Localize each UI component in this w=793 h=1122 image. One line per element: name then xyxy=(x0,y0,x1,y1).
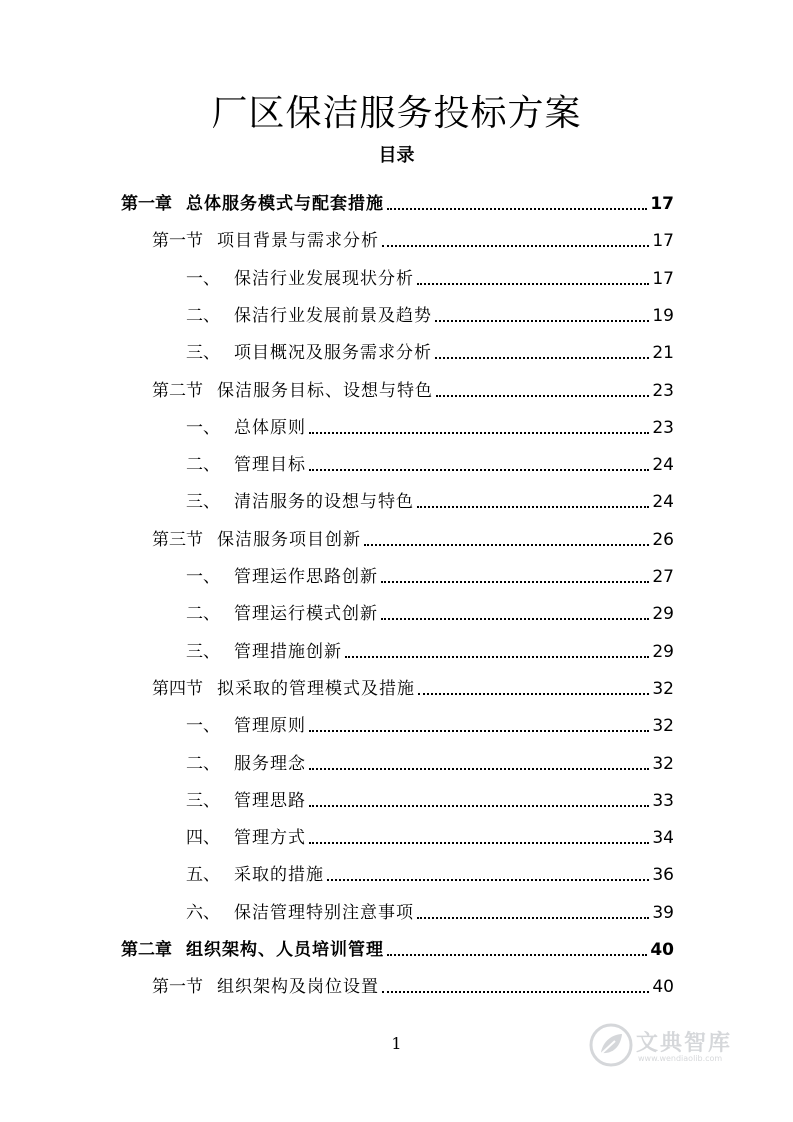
toc-entry-item[interactable] xyxy=(186,440,674,476)
toc-entry-page: 27 xyxy=(652,567,674,587)
toc-dot-leader xyxy=(309,469,649,471)
toc-dot-leader xyxy=(364,544,649,546)
watermark xyxy=(588,1020,748,1076)
toc-entry-number: 三、 xyxy=(186,343,220,364)
toc-entry-page: 23 xyxy=(652,380,674,401)
toc-entry-item[interactable] xyxy=(186,701,674,737)
toc-entry-page: 24 xyxy=(652,492,674,513)
toc-entry-title: 管理原则 xyxy=(234,716,306,737)
toc-entry-section[interactable] xyxy=(152,216,674,252)
toc-entry-section[interactable] xyxy=(152,366,674,402)
toc-entry-number: 第三节 xyxy=(152,529,203,550)
toc-entry-page: 34 xyxy=(652,828,674,849)
toc-entry-page: 40 xyxy=(652,977,674,998)
toc-entry-title: 总体原则 xyxy=(234,417,306,438)
toc-entry-number: 一、 xyxy=(186,417,220,438)
toc-entry-page: 33 xyxy=(652,790,674,811)
toc-dot-leader xyxy=(435,357,649,359)
toc-dot-leader xyxy=(436,395,649,397)
toc-entry-title: 管理思路 xyxy=(234,790,306,811)
toc-entry-title: 保洁行业发展现状分析 xyxy=(234,268,414,289)
toc-dot-leader xyxy=(309,842,649,844)
toc-entry-item[interactable] xyxy=(186,291,674,327)
toc-entry-item[interactable] xyxy=(186,739,674,775)
watermark-url: www.wendiaolib.com xyxy=(638,1054,723,1063)
toc-entry-item[interactable] xyxy=(186,328,674,364)
toc-entry-number: 六、 xyxy=(186,902,220,923)
toc-entry-number: 第一章 xyxy=(121,194,172,214)
toc-dot-leader xyxy=(381,581,649,583)
toc-entry-page: 36 xyxy=(652,865,674,886)
toc-entry-title: 管理方式 xyxy=(234,828,306,849)
toc-dot-leader xyxy=(382,245,649,247)
toc-dot-leader xyxy=(345,656,649,658)
toc-entry-title: 管理运行模式创新 xyxy=(234,604,378,625)
toc-entry-title: 保洁服务项目创新 xyxy=(217,529,361,550)
toc-dot-leader xyxy=(418,693,649,695)
toc-entry-title: 保洁管理特别注意事项 xyxy=(234,902,414,923)
toc-entry-section[interactable] xyxy=(152,664,674,700)
toc-entry-title: 保洁服务目标、设想与特色 xyxy=(217,380,433,401)
toc-entry-item[interactable] xyxy=(186,888,674,924)
toc-entry-title: 管理运作思路创新 xyxy=(234,567,378,587)
toc-entry-page: 17 xyxy=(650,194,674,214)
toc-entry-page: 21 xyxy=(652,343,674,364)
toc-entry-item[interactable] xyxy=(186,776,674,812)
toc-entry-page: 32 xyxy=(652,678,674,699)
toc-dot-leader xyxy=(327,879,649,881)
toc-dot-leader xyxy=(387,208,647,210)
toc-entry-page: 29 xyxy=(652,641,674,662)
toc-dot-leader xyxy=(309,805,649,807)
toc-entry-section[interactable] xyxy=(152,515,674,551)
toc-entry-title: 清洁服务的设想与特色 xyxy=(234,492,414,513)
toc-entry-number: 第一节 xyxy=(152,977,203,998)
toc-dot-leader xyxy=(417,506,649,508)
toc-dot-leader xyxy=(417,917,649,919)
leaf-logo-icon xyxy=(588,1022,634,1068)
toc-entry-page: 40 xyxy=(650,940,674,960)
toc-entry-page: 24 xyxy=(652,455,674,476)
toc-entry-number: 第二章 xyxy=(121,940,172,960)
toc-entry-title: 采取的措施 xyxy=(234,865,324,886)
toc-entry-number: 第一节 xyxy=(152,231,203,252)
toc-entry-item[interactable] xyxy=(186,477,674,513)
toc-entry-number: 第四节 xyxy=(152,678,203,699)
toc-entry-page: 19 xyxy=(652,305,674,326)
toc-entry-title: 保洁行业发展前景及趋势 xyxy=(234,305,432,326)
toc-dot-leader xyxy=(417,283,649,285)
toc-entry-page: 32 xyxy=(652,753,674,774)
toc-dot-leader xyxy=(387,954,647,956)
toc-entry-number: 一、 xyxy=(186,268,220,289)
toc-entry-number: 三、 xyxy=(186,790,220,811)
toc-entry-page: 29 xyxy=(652,604,674,625)
toc-entry-page: 17 xyxy=(652,231,674,252)
toc-dot-leader xyxy=(382,991,649,993)
toc-dot-leader xyxy=(309,768,649,770)
toc-entry-item[interactable] xyxy=(186,627,674,663)
toc-entry-page: 26 xyxy=(652,529,674,550)
toc-entry-number: 四、 xyxy=(186,828,220,849)
toc-entry-number: 三、 xyxy=(186,641,220,662)
toc-entry-page: 39 xyxy=(652,902,674,923)
toc-entry-number: 第二节 xyxy=(152,380,203,401)
toc-entry-number: 二、 xyxy=(186,753,220,774)
toc-entry-page: 32 xyxy=(652,716,674,737)
toc-entry-title: 项目概况及服务需求分析 xyxy=(234,343,432,364)
toc-entry-number: 五、 xyxy=(186,865,220,886)
toc-entry-number: 二、 xyxy=(186,305,220,326)
toc-entry-item[interactable] xyxy=(186,850,674,886)
toc-entry-item[interactable] xyxy=(186,813,674,849)
toc-dot-leader xyxy=(381,618,649,620)
toc-entry-title: 拟采取的管理模式及措施 xyxy=(217,678,415,699)
toc-heading: 目录 xyxy=(378,145,415,166)
toc-entry-title: 服务理念 xyxy=(234,753,306,774)
toc-entry-title: 组织架构及岗位设置 xyxy=(217,977,379,998)
toc-entry-section[interactable] xyxy=(152,962,674,998)
page-title: 厂区保洁服务投标方案 xyxy=(211,93,582,134)
toc-entry-number: 三、 xyxy=(186,492,220,513)
toc-entry-item[interactable] xyxy=(186,403,674,439)
toc-entry-page: 23 xyxy=(652,417,674,438)
toc-entry-chapter[interactable] xyxy=(121,925,674,961)
toc-entry-number: 一、 xyxy=(186,716,220,737)
toc-entry-title: 总体服务模式与配套措施 xyxy=(186,194,384,214)
toc-entry-item[interactable] xyxy=(186,254,674,290)
toc-entry-page: 17 xyxy=(652,268,674,289)
watermark-name: 文典智库 xyxy=(636,1031,733,1056)
toc-entry-number: 二、 xyxy=(186,604,220,625)
toc-entry-chapter[interactable] xyxy=(121,179,674,215)
toc-entry-item[interactable] xyxy=(186,589,674,625)
toc-dot-leader xyxy=(309,730,649,732)
page-number: 1 xyxy=(391,1034,402,1053)
toc-entry-number: 一、 xyxy=(186,567,220,587)
toc-entry-title: 组织架构、人员培训管理 xyxy=(186,940,384,960)
toc-dot-leader xyxy=(435,320,649,322)
toc-entry-number: 二、 xyxy=(186,455,220,476)
toc-entry-title: 管理措施创新 xyxy=(234,641,342,662)
toc-entry-title: 项目背景与需求分析 xyxy=(217,231,379,252)
toc-dot-leader xyxy=(309,432,649,434)
toc-entry-item[interactable] xyxy=(186,552,674,588)
toc-entry-title: 管理目标 xyxy=(234,455,306,476)
